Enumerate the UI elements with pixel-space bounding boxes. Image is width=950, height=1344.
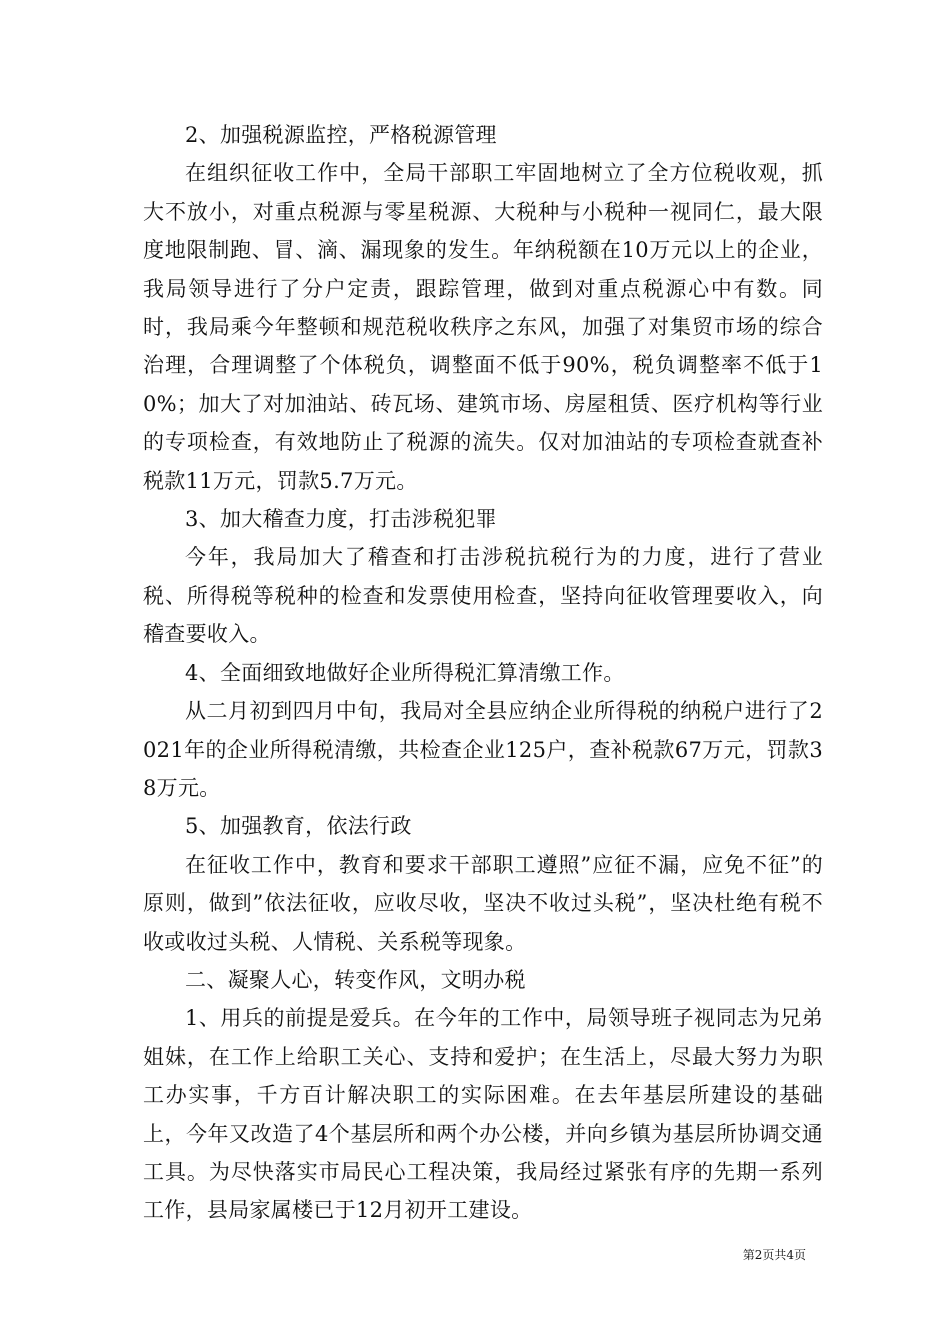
document-body — [143, 116, 823, 1230]
section-heading-tax-source: 2、加强税源监控，严格税源管理 — [185, 123, 497, 147]
paragraph-income-tax: 从二月初到四月中旬，我局对全县应纳企业所得税的纳税户进行了2021年的企业所得税清缴，共检查企业125户，查补税款67万元，罚款38万元。 — [143, 699, 823, 800]
section-heading-inspection: 3、加大稽查力度，打击涉税犯罪 — [185, 507, 497, 532]
paragraph-care-for-staff: 1、用兵的前提是爱兵。在今年的工作中，局领导班子视同志为兄弟姐妹，在工作上给职工关心、支持和爱护；在生活上，尽最大努力为职工办实事，千方百计解决职工的实际困难。在去年基层所建设的基础上，今年又改造了4个基层所和两个办公楼，并向乡镇为基层所协调交通工具。为尽快落实市局民心工程决策，我局经过紧张有序的先期一系列工作，县局家属楼已于12月初开工建设。 — [143, 1006, 823, 1223]
page-number-footer: 第2页共4页 — [742, 1248, 806, 1262]
paragraph-tax-source-monitoring: 在组织征收工作中，全局干部职工牢固地树立了全方位税收观，抓大不放小，对重点税源与零星税源、大税种与小税种一视同仁，最大限度地限制跑、冒、滴、漏现象的发生。年纳税额在10万元以上的企业，我局领导进行了分户定责，跟踪管理，做到对重点税源心中有数。同时，我局乘今年整顿和规范税收秩序之东风，加强了对集贸市场的综合治理，合理调整了个体税负，调整面不低于90%，税负调整率不低于10%；加大了对加油站、砖瓦场、建筑市场、房屋租赁、医疗机构等行业的专项检查，有效地防止了税源的流失。仅对加油站的专项检查就查补税款11万元，罚款5.7万元。 — [143, 161, 823, 493]
section-heading-education: 5、加强教育，依法行政 — [185, 814, 412, 839]
paragraph-education: 在征收工作中，教育和要求干部职工遵照”应征不漏，应免不征”的原则，做到”依法征收，应收尽收，坚决不收过头税”，坚决杜绝有税不收或收过头税、人情税、关系税等现象。 — [143, 852, 823, 954]
section-heading-part-two: 二、凝聚人心，转变作风，文明办税 — [185, 967, 526, 992]
paragraph-inspection: 今年，我局加大了稽查和打击涉税抗税行为的力度，进行了营业税、所得税等税种的检查和发票使用检查，坚持向征收管理要收入，向稽查要收入。 — [143, 545, 823, 647]
section-heading-income-tax: 4、全面细致地做好企业所得税汇算清缴工作。 — [185, 660, 625, 685]
